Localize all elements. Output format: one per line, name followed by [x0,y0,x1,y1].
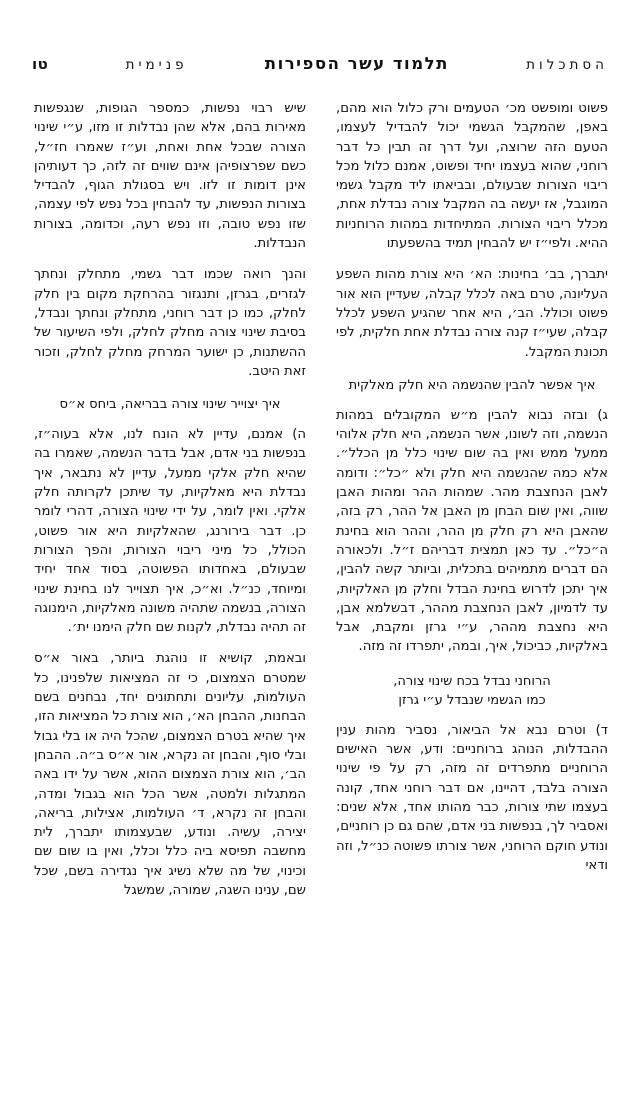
paragraph: והנך רואה שכמו דבר גשמי, מתחלק ונחתך לגזרים, בגרזן, ותנגזור בהרחקת מקום בין חלק לחלק, כמו כן דבר רוחני, מתחלק ונחתך ונבדל, בסיבת שינוי צורה מחלק לחלק, ולפי השיעור של ההשתנות, כן ישוער המרחק מחלק לחלק, וזכור זאת היטב. [34,267,306,379]
paragraph: יתברך, בב׳ בחינות: הא׳ היא צורת מהות השפע העליונה, טרם באה לכלל קבלה, שעדיין הוא אור פשוט וכולל. הב׳, היא אחר שהגיע השפע לכלל קבלה, שעי״ז קנה צורה נבדלת אחת חלקית, לפי תכונת המקבל. [336,267,608,360]
paragraph: פשוט ומופשט מכ׳ הטעמים ורק כלול הוא מהם, באפן, שהמקבל הגשמי יכול להבדיל לעצמו, הטעם הזה שרוצה, ועל דרך זה תבין כל דבר רוחני, שהוא בעצמו יחיד ופשוט, אמנם כלול מכל ריבוי הצורות שבעולם, ובביאתו ליד מקבל גשמי המוגבל, אז יעשה בה המקבל צורה נבדלת אחת, מכלל ריבוי הצורות. המתיחדות במהות הרוחניות ההיא. ולפי״ז יש להבחין תמיד בהשפעתו [336,101,608,252]
section-heading-line-2: כמו הגשמי שנבדל ע״י גרזן [398,692,546,708]
paragraph: ובאמת, קושיא זו נוהגת ביותר, באור א״ס שמטרם הצמצום, כי זה המציאות שלפנינו, כל העולמות, עליונים ותחתונים יחד, נבחנים בשם הבחנות, ההבחן הא׳, הוא צורת כל המציאות הזו, איך שהיא בטרם הצמצום, שהכל היה או בלי גבול ובלי סוף, והבחן זה נקרא, אור א״ס ב״ה. ההבחן הב׳, הוא צורת הצמצום ההוא, אשר על ידו באה המתגלות ולמטה, אשר הכל הוא בגבול ומדה, והבחן זה נקרא, ד׳ העולמות, אצילות, בריאה, יצירה, עשיה. ונודע, שבעצמותו יתברך, לית מחשבה תפיסא ביה כלל וכלל, ואין בו שום שם וכינוי, של מה שלא נשיג איך נגדירה בשם, שכל שם, ענינו השגה, שמורה, שמשגל [34,651,306,898]
paragraph: ג) ובזה נבוא להבין מ״ש המקובלים במהות הנשמה, וזה לשונו, אשר הנשמה, היא חלק אלוהי ממעל ממש ואין בה שום שינוי כלל מן הכלל״. אלא כמה שהנשמה היא חלק ולא ״כל״: ודומה לאבן הנחצבת מהר. שמהות ההר ומהות האבן שווה, ואין שום הבחן מן האבן אל ההר, רק בזה, שהאבן היא רק חלק מן ההר, וההר הוא בחינת ה״כל״. עד כאן תמצית דבריהם ז״ל. ולכאורה הם דברים מתמיהים בתכלית, וביותר קשה להבין, איך יתכן לדרוש בחינת הבדל וחלק מן האלקיות, עד לדמיון, לאבן הנחצבת מההר, דבשלמא אבן, היא נחצבת מההר, ע״י גרזן ומקבת, אבל באלקיות, כביכול, איך, ובמה, יתפרדו זה מזה. [336,407,608,655]
running-head-title: תלמוד עשר הספירות [264,54,449,73]
paragraph: ה) אמנם, עדיין לא הונח לנו, אלא בעוה״ז, בנפשות בני אדם, אבל בדבר הנשמה, שאמרו בה שהיא חלק אלקי ממעל, עדיין לא נתבאר, איך נבדלת היא מאלקיות, עד שיתכן לקרותה חלק אלקי. ואין לומר, על ידי שינוי הצורה, דהרי לומר כן. דבר בירורנג, שהאלקיות היא אור פשוט, הכולל, כל מיני ריבוי הצורות, והפך הצורות שבעולם, באחדותו הפשוטה, בסוד אחד יחיד ומיוחד, כנ״ל. וא״כ, איך תצוייר לנו בחינת שינוי הצורה, בנשמה שתהיה משונה מאלקיות, הימנוגה זה תהיה נבדלת, לקנות שם חלק הימנו ית׳. [34,427,306,636]
paragraph: ד) וטרם נבא אל הביאור, נסביר מהות ענין ההבדלות, הנוהג ברוחניים: ודע, אשר האישים הרוחניים מתפרדים זה מזה, רק על פי שינוי הצורה בלבד, דהיינו, אם דבר רוחני אחד, קונה בעצמו שתי צורות, כבר מהותו אחד, אלא שנים: ואסביר לך, בנפשות בני אדם, שהם גם כן רוחניים, ונודע חוקם הרוחני, אשר צורתו פשוטה כנ״ל, וזה ודאי [336,722,608,873]
column-left [34,99,306,900]
body-columns [32,99,608,900]
running-head-right-word: הסתכלות [526,57,608,73]
paragraph: שיש רבוי נפשות, כמספר הגופות, שנגפשות מאירות בהם, אלא שהן נבדלות זו מזו, ע״י שינוי הצורה שבכל אחת ואחת, וע״ז שאמרו חז״ל, כשם שפרצופיהן אינם שווים זה לזה, כך דעותיהן אינן דומות זו לזו. ויש בסגולת הגוף, להבדיל בצורות הנפשות, עד להבחין בכל נפש לפי עצמה, שזו נפש טובה, וזו נפש רעה, וכדומה, בצורות הנבדלות. [34,101,306,252]
section-heading [336,672,608,710]
running-head-folio: טו [32,55,49,73]
column-right [336,99,608,875]
running-head-left-word: פנימית [125,57,188,73]
section-heading-line-1: הרוחני נבדל בכח שינוי צורה, [393,673,551,689]
section-heading: איך אפשר להבין שהנשמה היא חלק מאלקית [348,377,596,393]
running-head [32,54,608,73]
section-heading: איך יצוייר שינוי צורה בבריאה, ביחס א״ס [59,397,281,413]
